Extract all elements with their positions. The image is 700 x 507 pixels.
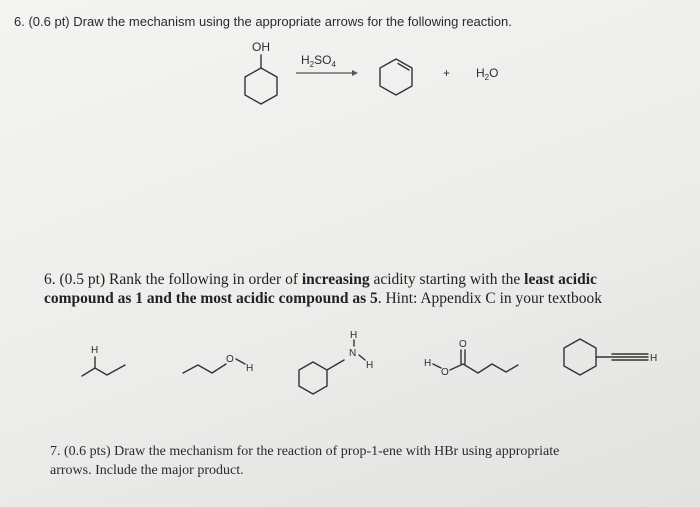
question-7-line1: 7. (0.6 pts) Draw the mechanism for the reaction of prop-1-ene with HBr using appropriate xyxy=(50,444,560,459)
cyclohexanol-structure xyxy=(245,40,277,104)
question-6b-line1: 6. (0.5 pt) Rank the following in order of increasing acidity starting with the least acidic xyxy=(44,271,597,288)
svg-text:H: H xyxy=(91,345,99,356)
svg-text:H2SO4: $H_2SO_4$ xyxy=(301,53,336,69)
question-6b-text xyxy=(44,270,602,308)
question-7-text xyxy=(50,442,559,480)
svg-text:N: N xyxy=(349,348,357,359)
svg-text:H: H xyxy=(366,360,374,371)
plus-sign: + xyxy=(443,66,451,80)
reaction-arrow xyxy=(296,70,358,76)
compound-5-structure xyxy=(564,339,657,375)
question-6b-line2: compound as 1 and the most acidic compound as 5. Hint: Appendix C in your textbook xyxy=(44,290,603,307)
question-6a-text: 6. (0.6 pt) Draw the mechanism using the appropriate arrows for the following reaction. xyxy=(14,14,512,29)
reagent-h2so4 xyxy=(301,53,336,69)
svg-text:O: O xyxy=(226,354,234,365)
svg-text:O: O xyxy=(441,367,449,378)
question-7-line2: arrows. Include the major product. xyxy=(50,463,244,478)
compound-2-structure xyxy=(183,354,253,374)
compound-3-structure xyxy=(299,330,373,394)
svg-text:H: H xyxy=(350,330,358,341)
water-label: $H_2O$ xyxy=(476,66,499,82)
svg-text:H: H xyxy=(246,363,254,374)
svg-text:H: H xyxy=(424,358,432,369)
oh-label: OH xyxy=(252,40,270,54)
cyclohexene-structure xyxy=(380,59,412,95)
svg-text:O: O xyxy=(459,339,467,350)
svg-text:H: H xyxy=(650,353,658,364)
compound-4-structure xyxy=(424,339,518,378)
compound-1-structure xyxy=(82,345,125,376)
